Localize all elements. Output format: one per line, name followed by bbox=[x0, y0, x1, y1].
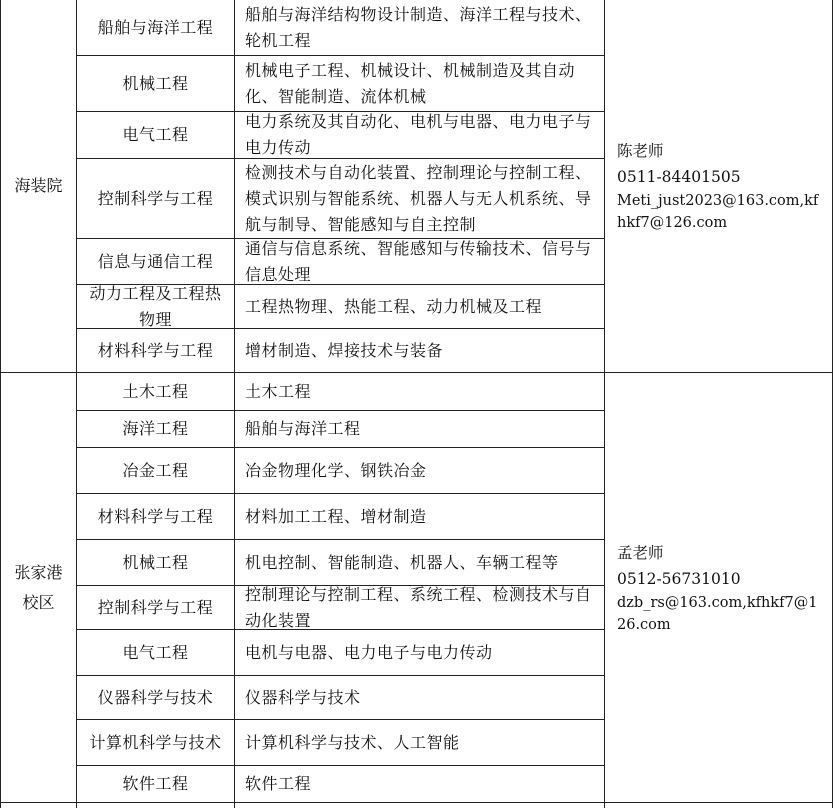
directions-cell: 船舶与海洋结构物设计制造、海洋工程与技术、轮机工程 bbox=[235, 0, 605, 56]
directions-cell: 材料加工工程、增材制造 bbox=[235, 494, 605, 540]
major-cell: 材料科学与工程 bbox=[77, 329, 235, 373]
directions-cell: 仪器科学与技术 bbox=[235, 676, 605, 720]
major-cell: 动力工程及工程热物理 bbox=[77, 285, 235, 329]
major-cell: 材料科学与工程 bbox=[77, 494, 235, 540]
directions-cell: 工程热物理、热能工程、动力机械及工程 bbox=[235, 285, 605, 329]
major-cell: 海洋工程 bbox=[77, 411, 235, 448]
contact-phone: 0511-84401505 bbox=[617, 168, 741, 186]
contact-name: 陈老师 bbox=[617, 142, 664, 160]
major-cell: 船舶与海洋工程 bbox=[77, 0, 235, 56]
contact-cell bbox=[605, 0, 833, 373]
directions-cell: 冶金物理化学、钢铁冶金 bbox=[235, 448, 605, 494]
directions-cell: 检测技术与自动化装置、控制理论与控制工程、模式识别与智能系统、机器人与无人机系统、导航与制导、智能感知与自主控制 bbox=[235, 159, 605, 239]
next-row-stub bbox=[605, 803, 833, 808]
contact-email: Meti_just2023@163.com,kfhkf7@126.com bbox=[617, 193, 819, 231]
directions-cell: 软件工程 bbox=[235, 766, 605, 803]
directions-cell: 机电控制、智能制造、机器人、车辆工程等 bbox=[235, 540, 605, 586]
major-cell: 机械工程 bbox=[77, 540, 235, 586]
major-cell: 仪器科学与技术 bbox=[77, 676, 235, 720]
directions-cell: 电力系统及其自动化、电机与电器、电力电子与电力传动 bbox=[235, 112, 605, 159]
next-row-stub bbox=[0, 803, 77, 808]
next-row-stub bbox=[77, 803, 235, 808]
directions-cell: 计算机科学与技术、人工智能 bbox=[235, 720, 605, 766]
major-cell: 冶金工程 bbox=[77, 448, 235, 494]
major-cell: 信息与通信工程 bbox=[77, 239, 235, 285]
contact-email: dzb_rs@163.com,kfhkf7@126.com bbox=[617, 594, 818, 633]
major-cell: 控制科学与工程 bbox=[77, 586, 235, 630]
directions-cell: 控制理论与控制工程、系统工程、检测技术与自动化装置 bbox=[235, 586, 605, 630]
directions-cell: 增材制造、焊接技术与装备 bbox=[235, 329, 605, 373]
major-cell: 电气工程 bbox=[77, 112, 235, 159]
contact-phone: 0512-56731010 bbox=[617, 569, 741, 588]
major-cell: 机械工程 bbox=[77, 56, 235, 112]
directions-cell: 机械电子工程、机械设计、机械制造及其自动化、智能制造、流体机械 bbox=[235, 56, 605, 112]
major-cell: 软件工程 bbox=[77, 766, 235, 803]
department-cell: 张家港校区 bbox=[0, 373, 77, 803]
major-cell: 土木工程 bbox=[77, 373, 235, 411]
major-cell: 控制科学与工程 bbox=[77, 159, 235, 239]
directions-cell: 通信与信息系统、智能感知与传输技术、信号与信息处理 bbox=[235, 239, 605, 285]
major-cell: 电气工程 bbox=[77, 630, 235, 676]
department-cell: 海装院 bbox=[0, 0, 77, 373]
directions-cell: 船舶与海洋工程 bbox=[235, 411, 605, 448]
contact-cell bbox=[605, 373, 833, 803]
contact-name: 孟老师 bbox=[617, 543, 664, 562]
directions-cell: 电机与电器、电力电子与电力传动 bbox=[235, 630, 605, 676]
directions-cell: 土木工程 bbox=[235, 373, 605, 411]
next-row-stub bbox=[235, 803, 605, 808]
major-cell: 计算机科学与技术 bbox=[77, 720, 235, 766]
